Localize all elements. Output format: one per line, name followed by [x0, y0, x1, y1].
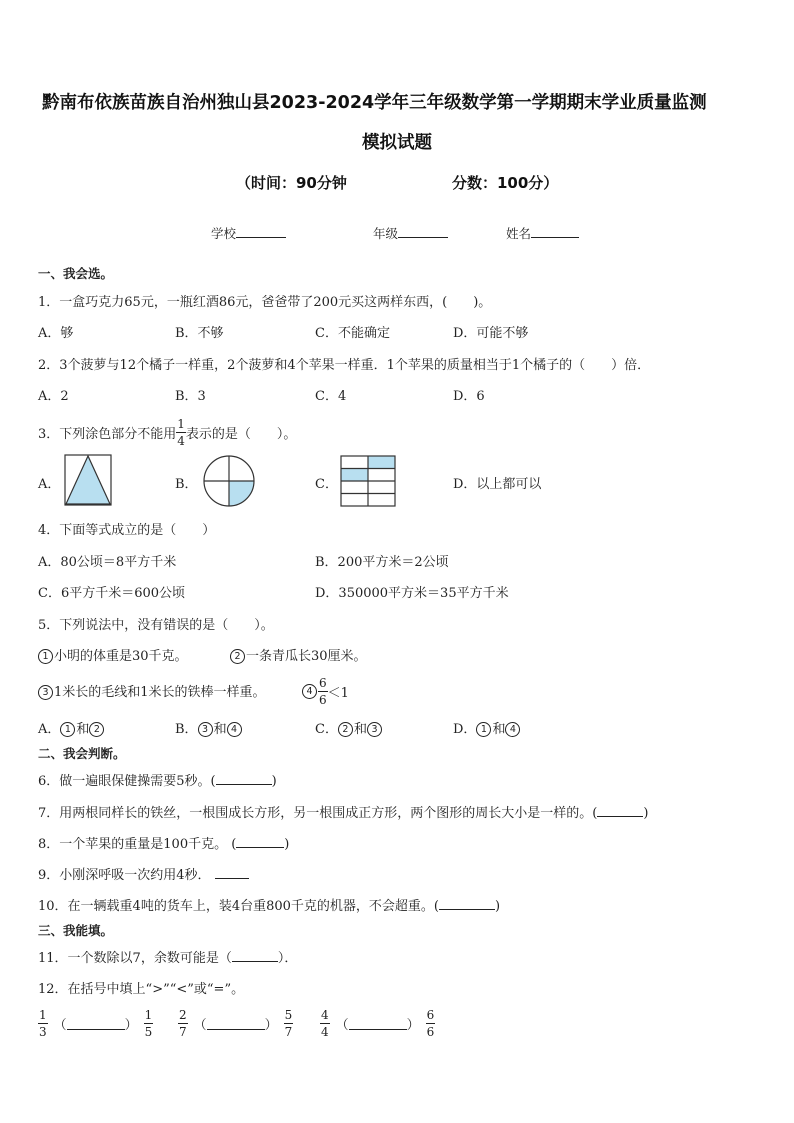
- fraction: [38, 1009, 48, 1038]
- denominator: 4: [321, 1024, 329, 1039]
- grade-label: 年级: [373, 226, 399, 241]
- page-title: 黔南布依族苗族自治州独山县2023-2024学年三年级数学第一学期期末学业质量监测: [42, 93, 707, 113]
- denominator: 6: [426, 1024, 435, 1039]
- question-9: [38, 864, 249, 883]
- q2-option-c[interactable]: C．4: [315, 389, 347, 404]
- q3-frac-numerator: 1: [177, 416, 185, 431]
- option-connector: 和: [353, 722, 367, 737]
- denominator: 3: [39, 1024, 47, 1039]
- q5-option-b[interactable]: [175, 718, 243, 737]
- question-2-stem: 2．3个菠萝与12个橘子一样重，2个菠萝和4个苹果一样重．1个苹果的质量相当于1个橘子的（ ）倍．: [38, 358, 651, 373]
- option-letter: C．: [315, 722, 338, 737]
- option-letter: D．: [453, 722, 477, 737]
- numerator: 5: [284, 1007, 293, 1022]
- grade-field: [373, 224, 448, 242]
- grade-blank[interactable]: [398, 225, 448, 238]
- section-heading: 三、我能填。: [38, 923, 114, 938]
- option-connector: 和: [213, 722, 227, 737]
- denominator: 7: [179, 1024, 187, 1039]
- q2-option-a[interactable]: A．2: [38, 389, 69, 404]
- q5-option-a[interactable]: [38, 718, 105, 737]
- q12-blank-2[interactable]: [207, 1017, 265, 1030]
- numerator: 2: [179, 1007, 187, 1022]
- q12-pair-2: [178, 1003, 293, 1043]
- q11-stem: 11．一个数除以7，余数可能是（: [38, 951, 232, 966]
- circled-number: 2: [89, 722, 104, 737]
- question-8: [38, 833, 289, 852]
- denominator: 7: [284, 1024, 293, 1039]
- q5-statement-3-text: 1米长的毛线和1米长的铁棒一样重。: [54, 685, 266, 700]
- close-paren: ）: [264, 1017, 278, 1033]
- question-4-stem: 4．下面等式成立的是（ ）: [38, 523, 216, 538]
- section-heading: 二、我会判断。: [38, 746, 126, 761]
- question-1-stem: 1．一盒巧克力65元，一瓶红酒86元，爸爸带了200元买这两样东西，( )。: [38, 295, 492, 310]
- option-connector: 和: [492, 722, 506, 737]
- circled-number: 1: [38, 649, 53, 664]
- name-field: [506, 224, 579, 242]
- circled-number: 4: [302, 684, 317, 699]
- q5-statement-3: [38, 681, 266, 700]
- question-6: [38, 770, 277, 789]
- q3-frac-denominator: 4: [177, 433, 185, 448]
- q3-option-a[interactable]: A．: [38, 477, 61, 492]
- q2-option-b[interactable]: B．3: [175, 389, 206, 404]
- question-3-stem: [38, 412, 296, 452]
- name-blank[interactable]: [531, 225, 579, 238]
- circled-number: 3: [367, 722, 382, 737]
- question-12-stem: 12．在括号中填上“>”“<”或“=”。: [38, 982, 245, 997]
- numerator: 6: [426, 1007, 435, 1022]
- circled-number: 3: [198, 722, 213, 737]
- q12-blank-1[interactable]: [67, 1017, 125, 1030]
- q5-statement-4-tail: ＜1: [327, 685, 349, 701]
- q5-statement-1-text: 小明的体重是30千克。: [54, 649, 188, 664]
- q3-option-d[interactable]: D．以上都可以: [453, 477, 542, 492]
- q1-option-a[interactable]: A．够: [38, 326, 74, 341]
- q5-frac-numerator: 6: [319, 675, 327, 690]
- q10-stem: 10．在一辆载重4吨的货车上，装4台重800千克的机器，不会超重。(: [38, 899, 439, 914]
- close-paren: ）: [124, 1017, 138, 1033]
- option-letter: B．: [175, 722, 198, 737]
- square-triangle-figure: [64, 454, 112, 506]
- q4-option-d[interactable]: D．350000平方米＝35平方千米: [315, 586, 509, 601]
- numerator: 1: [39, 1007, 47, 1022]
- q8-tail: ): [284, 837, 290, 852]
- q6-answer-blank[interactable]: [216, 772, 272, 785]
- school-blank[interactable]: [236, 225, 286, 238]
- circled-number: 4: [227, 722, 242, 737]
- circled-number: 1: [476, 722, 491, 737]
- question-7: [38, 802, 648, 821]
- q5-statement-4: [302, 671, 349, 711]
- q8-stem: 8．一个苹果的重量是100千克。 (: [38, 837, 237, 852]
- exam-score: 分数：100分）: [452, 174, 559, 192]
- page-title-line2: 模拟试题: [362, 133, 432, 153]
- q1-option-b[interactable]: B．不够: [175, 326, 224, 341]
- q3-fraction: [176, 418, 186, 447]
- question-11: [38, 947, 297, 966]
- circled-number: 3: [38, 685, 53, 700]
- q10-answer-blank[interactable]: [439, 897, 495, 910]
- q11-tail: ）．: [277, 951, 298, 966]
- q12-blank-3[interactable]: [349, 1017, 407, 1030]
- denominator: 5: [144, 1024, 153, 1039]
- q11-answer-blank[interactable]: [232, 949, 278, 962]
- q9-answer-blank[interactable]: [215, 866, 249, 879]
- q1-option-c[interactable]: C．不能确定: [315, 326, 390, 341]
- circled-number: 1: [60, 722, 75, 737]
- numerator: 4: [321, 1007, 329, 1022]
- section-heading: 一、我会选。: [38, 266, 114, 281]
- q3-stem-post: 表示的是（ ）。: [185, 426, 297, 442]
- q4-option-c[interactable]: C．6平方千米＝600公顷: [38, 586, 186, 601]
- q3-option-b[interactable]: B．: [175, 477, 198, 492]
- q7-stem: 7．用两根同样长的铁丝，一根围成长方形，另一根围成正方形，两个图形的周长大小是一样的。(: [38, 806, 598, 821]
- circled-number: 4: [505, 722, 520, 737]
- circled-number: 2: [338, 722, 353, 737]
- fraction: [144, 1009, 154, 1038]
- q5-option-d[interactable]: [453, 718, 521, 737]
- grid-rectangle-figure: [340, 455, 396, 507]
- q7-tail: ): [643, 806, 649, 821]
- question-5-stem: 5．下列说法中，没有错误的是（ ）。: [38, 618, 274, 633]
- q10-tail: ): [494, 899, 501, 914]
- circled-number: 2: [230, 649, 245, 664]
- open-paren: （: [53, 1017, 67, 1033]
- q2-option-d[interactable]: D．6: [453, 389, 485, 404]
- open-paren: （: [193, 1017, 207, 1033]
- q7-answer-blank[interactable]: [597, 804, 643, 817]
- fraction: [320, 1009, 330, 1038]
- option-connector: 和: [76, 722, 90, 737]
- name-label: 姓名: [506, 226, 532, 241]
- q5-statement-2: [230, 645, 367, 664]
- q5-statement-1: [38, 645, 188, 664]
- q5-option-c[interactable]: [315, 718, 383, 737]
- q8-answer-blank[interactable]: [236, 835, 284, 848]
- fraction: [178, 1009, 188, 1038]
- q4-option-b[interactable]: B．200平方米＝2公顷: [315, 555, 449, 570]
- school-field: [211, 224, 286, 242]
- q4-option-a[interactable]: A．80公顷＝8平方千米: [38, 555, 177, 570]
- fraction: [284, 1009, 294, 1038]
- fraction: [426, 1009, 436, 1038]
- q5-fraction: [318, 677, 328, 706]
- q3-stem-pre: 3．下列涂色部分不能用: [38, 426, 177, 442]
- q12-pair-1: [38, 1003, 153, 1043]
- q12-pair-3: [320, 1003, 435, 1043]
- q6-stem: 6．做一遍眼保健操需要5秒。(: [38, 774, 216, 789]
- q5-statement-2-text: 一条青瓜长30厘米。: [246, 649, 367, 664]
- question-10: [38, 895, 500, 914]
- open-paren: （: [335, 1017, 349, 1033]
- q1-option-d[interactable]: D．可能不够: [453, 326, 529, 341]
- q9-stem: 9．小刚深呼吸一次约用4秒．: [38, 868, 211, 883]
- school-label: 学校: [211, 226, 237, 241]
- option-letter: A．: [38, 722, 61, 737]
- close-paren: ）: [406, 1017, 420, 1033]
- q3-option-c[interactable]: C．: [315, 477, 338, 492]
- exam-time: （时间：90分钟: [236, 174, 347, 192]
- q6-tail: ): [271, 774, 277, 789]
- q5-frac-denominator: 6: [319, 692, 327, 707]
- quartered-circle-figure: [202, 455, 256, 507]
- numerator: 1: [144, 1007, 153, 1022]
